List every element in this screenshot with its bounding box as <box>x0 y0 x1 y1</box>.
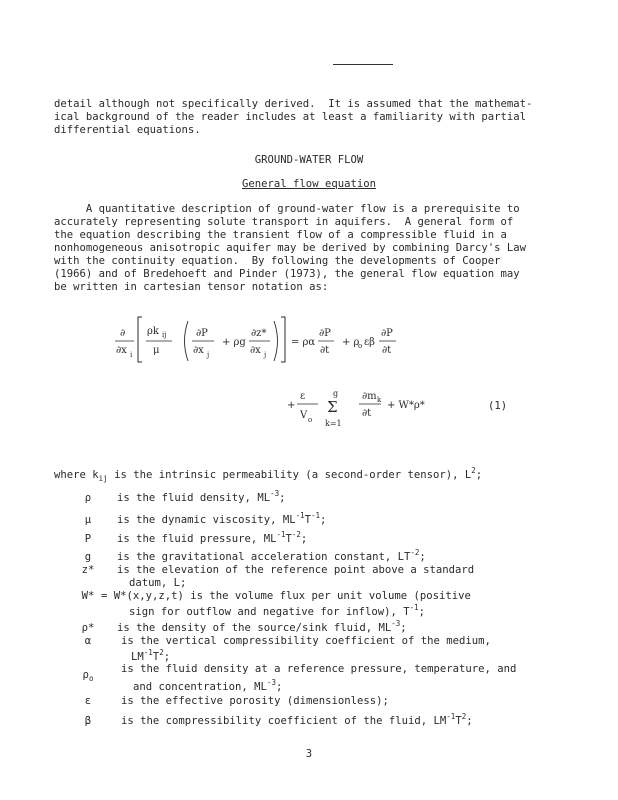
svg-text:k: k <box>377 396 382 404</box>
def-tail: ; <box>400 622 407 634</box>
page-number: 3 <box>305 748 313 760</box>
svg-text:μ: μ <box>153 345 160 356</box>
def-cont-wstar <box>129 603 426 618</box>
def-symbol-pressure: P <box>84 533 92 545</box>
para-line-7: be written in cartesian tensor notation as: <box>54 281 329 293</box>
def-sup: -3 <box>270 489 280 498</box>
def-text-zstar: is the elevation of the reference point above a standard <box>117 564 475 576</box>
def-sup: -1 <box>276 530 286 539</box>
def-text-rho-o: is the fluid density at a reference pressure, temperature, and <box>121 663 517 675</box>
svg-text:∂x: ∂x <box>193 345 204 356</box>
intro-line-3: differential equations. <box>54 124 201 136</box>
para-line-4: nonhomogeneous anisotropic aquifer may be derived by combining Darcy's Law <box>54 242 526 254</box>
def-cont-sup: -3 <box>266 678 276 687</box>
def-text: is the compressibility coefficient of the fluid, LM <box>121 715 447 727</box>
section-heading: GROUND-WATER FLOW <box>254 154 364 166</box>
svg-text:∂x: ∂x <box>250 345 261 356</box>
svg-text:+ ρ: + ρ <box>342 337 360 348</box>
def-text-wstar: = W*(x,y,z,t) is the volume flux per unit volume (positive <box>101 590 471 602</box>
svg-text:∂x: ∂x <box>116 345 127 356</box>
svg-text:+: + <box>287 400 296 411</box>
svg-text:ε: ε <box>300 391 306 402</box>
subsection-heading-text: General flow equation <box>242 178 376 190</box>
svg-text:∂P: ∂P <box>196 328 208 339</box>
def-sup: -1 <box>295 511 305 520</box>
def-tail: ; <box>466 715 473 727</box>
def-tail: ; <box>320 514 327 526</box>
svg-text:∂t: ∂t <box>362 408 372 419</box>
def-cont-tail: ; <box>275 681 283 693</box>
para-line-6: (1966) and of Bredehoeft and Pinder (1973), the general flow equation may <box>54 268 520 280</box>
svg-text:ij: ij <box>162 331 167 339</box>
svg-text:∂P: ∂P <box>319 328 331 339</box>
def-mid: T <box>285 533 292 545</box>
def-text-mu <box>117 511 327 526</box>
where-symbol-sub: ij <box>98 474 108 483</box>
svg-text:∂z*: ∂z* <box>251 328 267 339</box>
where-text: is the intrinsic permeability (a second-order tensor), L <box>114 469 472 481</box>
def-text: is the fluid density, ML <box>117 492 271 504</box>
def-text: is the gravitational acceleration constant, LT <box>117 551 411 563</box>
para-line-3: the equation describing the transient flow of a compressible fluid in a <box>54 229 507 241</box>
def-text-g <box>117 548 426 563</box>
def-symbol-sub: o <box>88 674 94 683</box>
def-symbol-wstar: W* <box>81 590 95 602</box>
svg-text:∂m: ∂m <box>362 391 377 402</box>
def-symbol-g: g <box>84 551 92 563</box>
def-cont-sup: -1 <box>409 603 419 612</box>
def-symbol: ρ <box>82 669 89 681</box>
svg-text:Σ: Σ <box>327 398 338 416</box>
svg-text:i: i <box>130 351 133 359</box>
equation-number: (1) <box>488 400 508 412</box>
def-symbol-beta: β <box>84 715 92 727</box>
svg-text:∂t: ∂t <box>320 345 330 356</box>
def-sup2: -1 <box>311 511 321 520</box>
svg-text:g: g <box>333 389 339 398</box>
def-text: is the dynamic viscosity, ML <box>117 514 296 526</box>
def-tail: ; <box>419 551 426 563</box>
def-text-pressure <box>117 530 308 545</box>
svg-text:= ρα: = ρα <box>291 337 316 348</box>
def-mid: T <box>455 715 462 727</box>
svg-text:o: o <box>308 416 313 424</box>
def-sup: -3 <box>391 619 401 628</box>
def-symbol-rho: ρ <box>84 492 92 504</box>
svg-text:o: o <box>358 342 363 350</box>
where-symbol: k <box>92 469 99 481</box>
svg-text:∂P: ∂P <box>381 328 393 339</box>
intro-line-2: ical background of the reader includes at least a familiarity with partial <box>54 111 526 123</box>
def-cont-mid: T <box>152 651 160 663</box>
svg-text:j: j <box>264 351 267 359</box>
def-text-alpha: is the vertical compressibility coefficient of the medium, <box>121 635 491 647</box>
def-sup2: -2 <box>291 530 301 539</box>
def-cont-alpha <box>131 648 171 663</box>
para-line-5: with the continuity equation. By following the developments of Cooper <box>54 255 501 267</box>
def-cont: LM <box>131 651 144 663</box>
intro-line-1: detail although not specifically derived. It is assumed that the mathemat- <box>54 98 533 110</box>
def-sup2: 2 <box>461 712 467 721</box>
def-symbol-epsilon: ε <box>84 695 92 707</box>
svg-text:k=1: k=1 <box>325 419 342 428</box>
def-cont-rho-o <box>133 678 283 693</box>
svg-text:V: V <box>300 410 308 421</box>
def-text: is the density of the source/sink fluid, ML <box>117 622 392 634</box>
where-sup: 2 <box>471 466 476 475</box>
svg-text:j: j <box>207 351 210 359</box>
where-lead: where <box>54 469 86 481</box>
para-line-1: A quantitative description of ground-water flow is a prerequisite to <box>54 203 520 215</box>
where-tail: ; <box>475 469 483 481</box>
svg-text:ρk: ρk <box>147 326 159 337</box>
svg-text:+ ρg: + ρg <box>222 337 246 348</box>
svg-text:∂t: ∂t <box>382 345 392 356</box>
def-text-epsilon: is the effective porosity (dimensionless); <box>121 695 389 707</box>
svg-text:εβ: εβ <box>364 337 375 348</box>
def-sup: -2 <box>410 548 420 557</box>
def-symbol-zstar: z* <box>81 564 95 576</box>
para-line-2: accurately representing solute transport in aquifers. A general form of <box>54 216 514 228</box>
def-cont-tail: ; <box>163 651 171 663</box>
where-line <box>54 466 483 483</box>
def-cont: sign for outflow and negative for inflow), T <box>129 606 410 618</box>
def-tail: ; <box>279 492 286 504</box>
def-sup: -1 <box>446 712 456 721</box>
def-text-beta <box>121 712 473 727</box>
svg-text:+ W*ρ*: + W*ρ* <box>387 400 425 411</box>
def-cont-sup: -1 <box>143 648 153 657</box>
def-text-rho <box>117 489 286 504</box>
def-mid: T <box>304 514 312 526</box>
def-symbol-rho-o <box>80 669 96 681</box>
svg-text:∂: ∂ <box>120 328 126 339</box>
def-text: is the fluid pressure, ML <box>117 533 277 545</box>
def-text-rhostar <box>117 619 407 634</box>
def-symbol-alpha: α <box>84 635 92 647</box>
def-cont-tail: ; <box>418 606 426 618</box>
def-tail: ; <box>300 533 308 545</box>
def-cont-sup2: 2 <box>159 648 164 657</box>
def-cont: and concentration, ML <box>133 681 267 693</box>
def-cont-zstar: datum, L; <box>129 577 187 589</box>
def-symbol-rhostar: ρ* <box>81 622 95 634</box>
def-symbol-mu: μ <box>84 514 92 526</box>
